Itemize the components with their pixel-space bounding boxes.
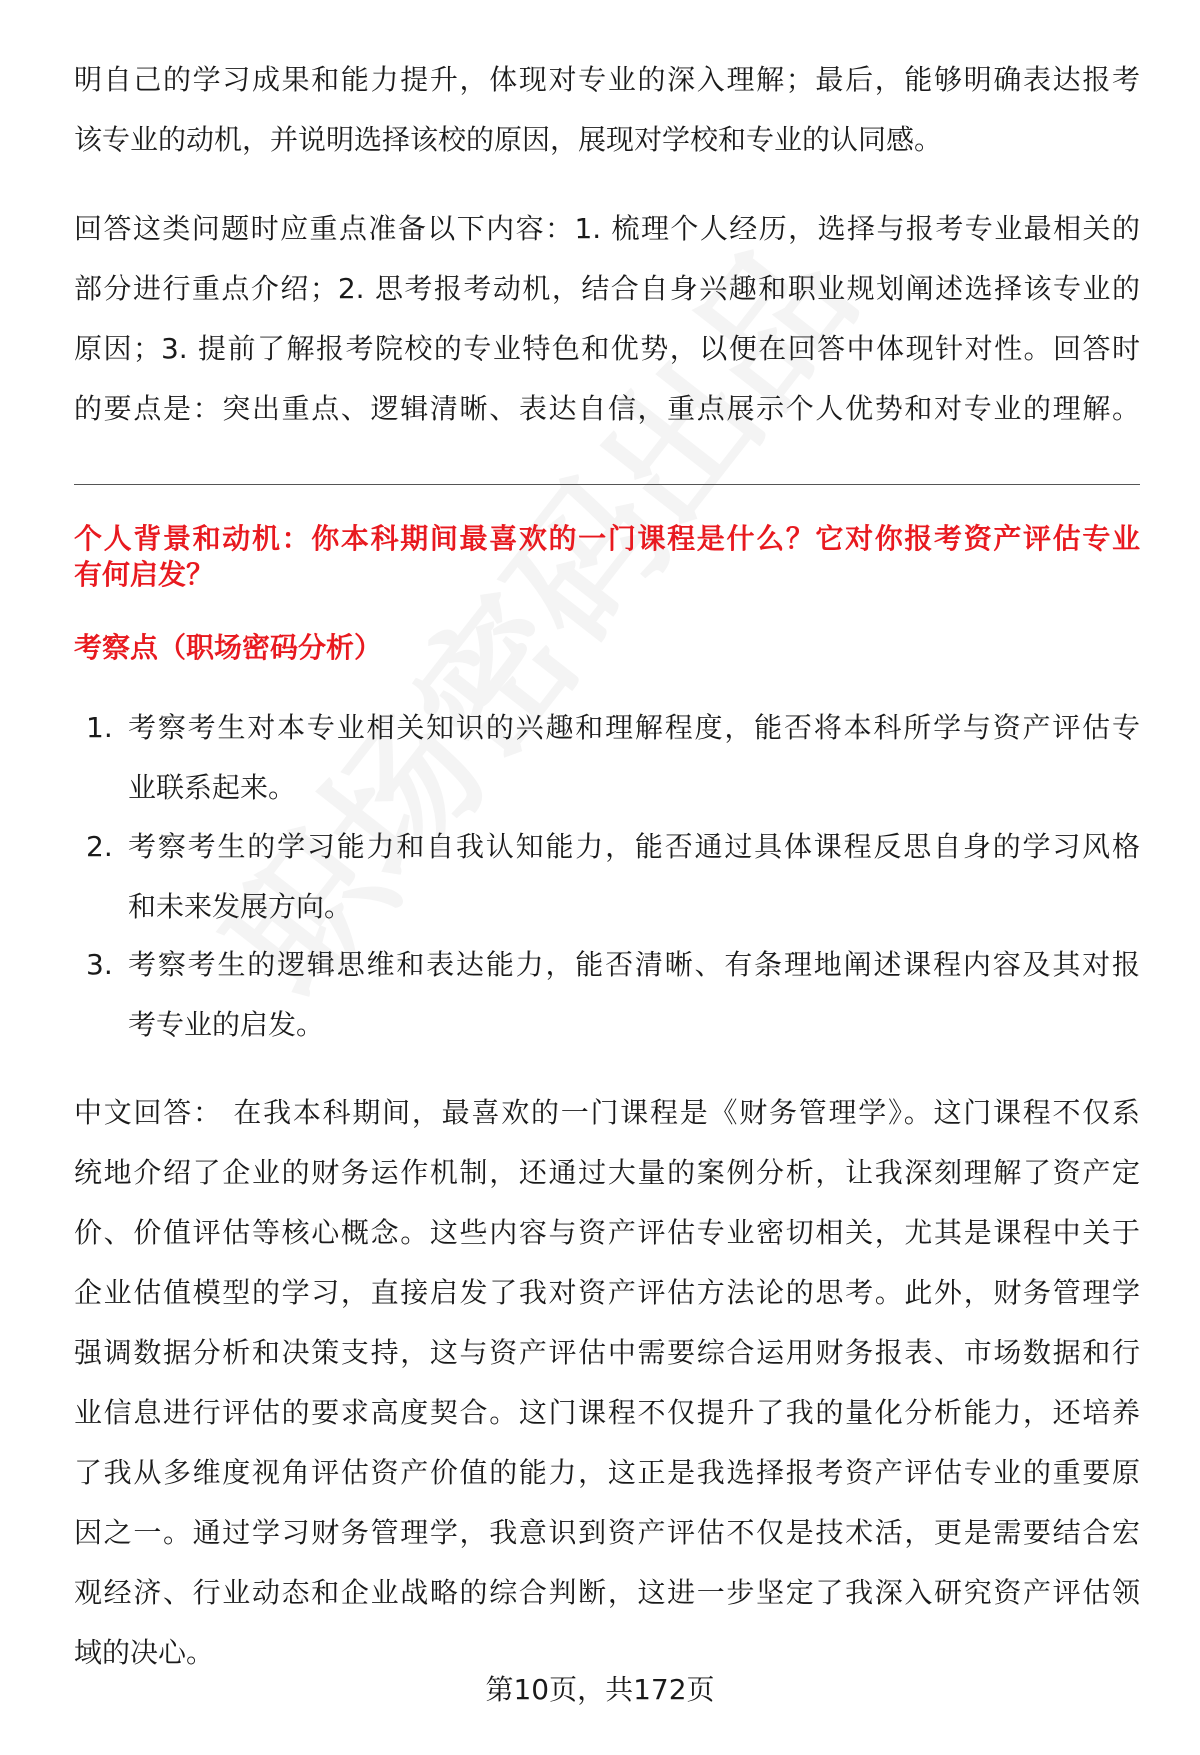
intro-paragraph [74, 50, 1140, 170]
text-line: 和未来发展方向。 [128, 890, 353, 923]
text-line: 部分进行重点介绍；2. 思考报考动机，结合自身兴趣和职业规划阐述选择该专业的 [74, 272, 1140, 305]
text-line: 价、价值评估等核心概念。这些内容与资产评估专业密切相关，尤其是课程中关于 [74, 1216, 1140, 1249]
prep-paragraph [74, 199, 1140, 439]
text-line: 的要点是：突出重点、逻辑清晰、表达自信，重点展示个人优势和对专业的理解。 [74, 392, 1140, 425]
text-line: 考察考生对本专业相关知识的兴趣和理解程度，能否将本科所学与资产评估专 [128, 711, 1140, 744]
text-line: 该专业的动机，并说明选择该校的原因，展现对学校和专业的认同感。 [74, 123, 943, 156]
text-line: 明自己的学习成果和能力提升，体现对专业的深入理解；最后，能够明确表达报考 [74, 63, 1140, 96]
text-line: 回答这类问题时应重点准备以下内容：1. 梳理个人经历，选择与报考专业最相关的 [74, 212, 1140, 245]
question-heading [74, 521, 1140, 593]
text-line: 考察考生的逻辑思维和表达能力，能否清晰、有条理地阐述课程内容及其对报 [128, 948, 1140, 981]
answer-paragraph [74, 1083, 1140, 1683]
text-line: 原因；3. 提前了解报考院校的专业特色和优势，以便在回答中体现针对性。回答时 [74, 332, 1140, 365]
list-number: 2. [86, 830, 113, 863]
text-line: 企业估值模型的学习，直接启发了我对资产评估方法论的思考。此外，财务管理学 [74, 1276, 1140, 1309]
focus-heading-text: 考察点（职场密码分析） [74, 631, 383, 664]
text-line: 有何启发？ [74, 558, 215, 591]
text-line: 业信息进行评估的要求高度契合。这门课程不仅提升了我的量化分析能力，还培养 [74, 1396, 1140, 1429]
text-line: 业联系起来。 [128, 771, 297, 804]
text-line: 强调数据分析和决策支持，这与资产评估中需要综合运用财务报表、市场数据和行 [74, 1336, 1140, 1369]
text-line: 个人背景和动机：你本科期间最喜欢的一门课程是什么？它对你报考资产评估专业 [74, 522, 1140, 555]
page-number: 第10页，共172页 [485, 1673, 715, 1706]
text-line: 域的决心。 [74, 1636, 215, 1669]
text-line: 观经济、行业动态和企业战略的综合判断，这进一步坚定了我深入研究资产评估领 [74, 1576, 1140, 1609]
focus-heading [74, 630, 1140, 666]
text-line: 统地介绍了企业的财务运作机制，还通过大量的案例分析，让我深刻理解了资产定 [74, 1156, 1140, 1189]
text-line: 考专业的启发。 [128, 1008, 325, 1041]
text-line: 因之一。通过学习财务管理学，我意识到资产评估不仅是技术活，更是需要结合宏 [74, 1516, 1140, 1549]
list-number: 1. [86, 711, 113, 744]
text-line: 考察考生的学习能力和自我认知能力，能否通过具体课程反思自身的学习风格 [128, 830, 1140, 863]
text-line: 了我从多维度视角评估资产价值的能力，这正是我选择报考资产评估专业的重要原 [74, 1456, 1140, 1489]
section-divider [74, 484, 1140, 485]
list-number: 3. [86, 948, 113, 981]
text-line: 中文回答： 在我本科期间，最喜欢的一门课程是《财务管理学》。这门课程不仅系 [74, 1096, 1140, 1129]
